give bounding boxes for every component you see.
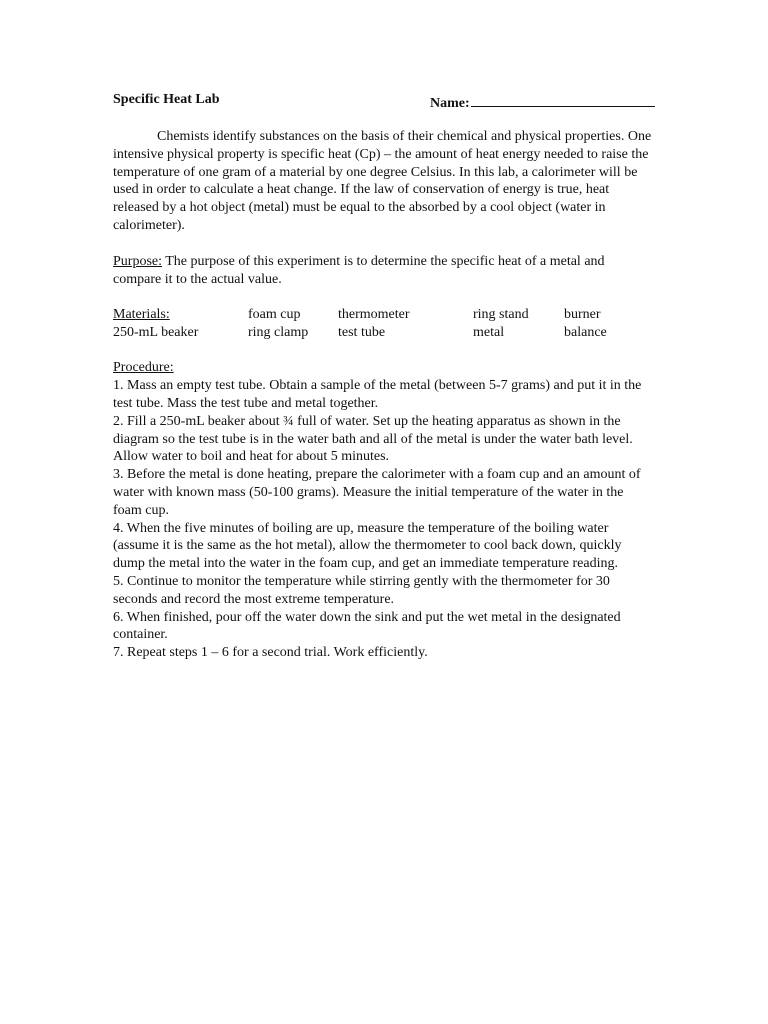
materials-label: Materials: (113, 307, 170, 323)
material-item: 250-mL beaker (113, 325, 199, 341)
purpose-paragraph (113, 253, 653, 289)
document-header (113, 92, 653, 114)
purpose-text: The purpose of this experiment is to determine the specific heat of a metal and compare it to the actual value. (113, 253, 605, 287)
name-field (430, 92, 655, 112)
document-page (113, 92, 653, 662)
materials-row (113, 306, 653, 324)
procedure-step: 7. Repeat steps 1 – 6 for a second trial. Work efficiently. (113, 645, 428, 661)
name-blank-line (471, 92, 655, 107)
purpose-label: Purpose: (113, 253, 162, 269)
material-item: burner (564, 307, 601, 323)
material-item: foam cup (248, 307, 301, 323)
materials-list (113, 306, 653, 342)
procedure-step: 1. Mass an empty test tube. Obtain a sample of the metal (between 5-7 grams) and put it in the test tube. Mass the test tube and metal together. (113, 378, 642, 411)
material-item: test tube (338, 325, 386, 341)
procedure-section (113, 359, 653, 662)
procedure-steps (113, 377, 653, 662)
materials-row (113, 324, 653, 342)
procedure-step: 3. Before the metal is done heating, prepare the calorimeter with a foam cup and an amount of water with known mass (50-100 grams). Measure the initial temperature of the water in the foam cup. (113, 467, 641, 518)
procedure-step: 2. Fill a 250-mL beaker about ¾ full of water. Set up the heating apparatus as shown in the diagram so the test tube is in the water bath and all of the metal is under the water bath level. Allow water to boil and heat for about 5 minutes. (113, 413, 633, 465)
procedure-step: 6. When finished, pour off the water down the sink and put the wet metal in the designated container. (113, 609, 621, 643)
material-item: balance (564, 325, 607, 341)
material-item: ring stand (473, 307, 529, 323)
procedure-label: Procedure: (113, 360, 174, 376)
intro-paragraph: Chemists identify substances on the basis of their chemical and physical properties. One intensive physical property is specific heat (Cp) – the amount of heat energy needed to raise the temperature of one gram of a material by one degree Celsius. In this lab, a calorimeter will be used in order to calculate a heat change. If the law of conservation of energy is true, heat released by a hot object (metal) must be equal to the absorbed by a cool object (water in calorimeter). (113, 129, 652, 233)
material-item: ring clamp (248, 325, 309, 341)
procedure-step: 4. When the five minutes of boiling are up, measure the temperature of the boiling water (assume it is the same as the hot metal), allow the thermometer to cool back down, quickly dump the metal into the water in the foam cup, and get an immediate temperature reading. (113, 520, 622, 572)
name-label: Name: (430, 96, 470, 111)
document-title: Specific Heat Lab (113, 92, 220, 107)
material-item: metal (473, 325, 505, 341)
procedure-step: 5. Continue to monitor the temperature while stirring gently with the thermometer for 30 seconds and record the most extreme temperature. (113, 573, 610, 607)
material-item: thermometer (338, 307, 410, 323)
